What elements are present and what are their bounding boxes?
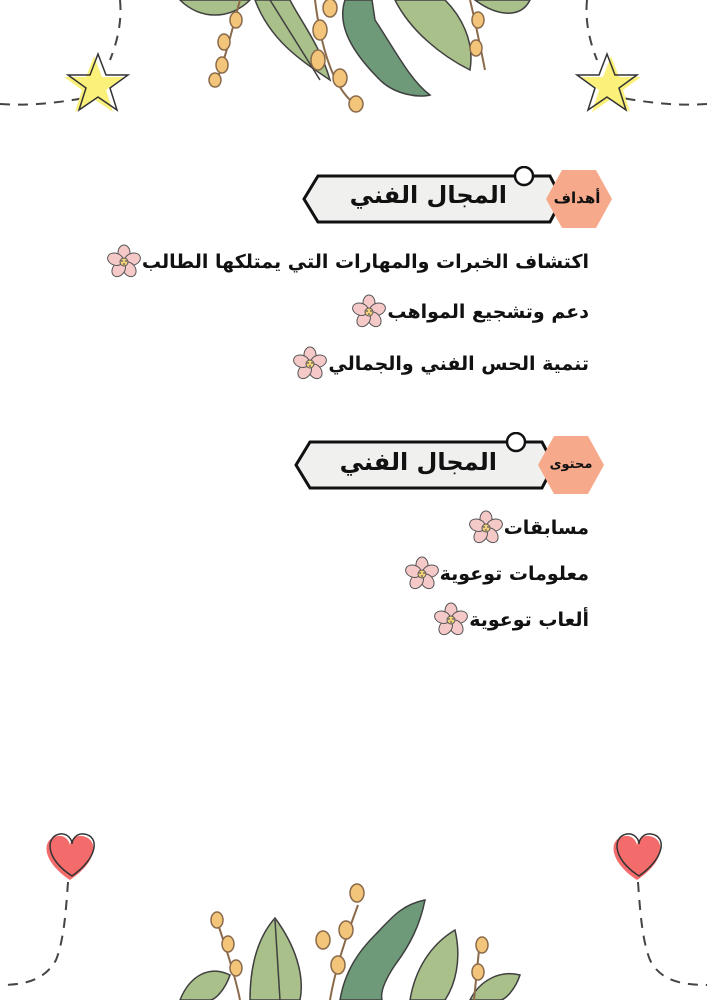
flower-icon xyxy=(106,244,142,280)
flower-icon xyxy=(468,510,504,546)
bottom-left-dashed-line xyxy=(0,882,68,985)
bottom-foliage xyxy=(180,884,520,1000)
heart-icon xyxy=(614,834,662,880)
list-item xyxy=(468,510,597,546)
flower-icon xyxy=(404,556,440,592)
list-item-text: معلومات توعوية xyxy=(439,563,589,585)
heart-icon xyxy=(47,834,95,880)
list-item xyxy=(292,346,597,382)
list-item xyxy=(404,556,597,592)
list-item xyxy=(351,294,597,330)
content-section xyxy=(0,400,707,660)
flower-icon xyxy=(433,602,469,638)
goals-section xyxy=(0,0,707,400)
content-title: المجال الفني xyxy=(339,448,497,476)
list-item-text: تنمية الحس الفني والجمالي xyxy=(328,353,589,375)
list-item-text: مسابقات xyxy=(503,517,589,539)
list-item xyxy=(433,602,597,638)
list-item-text: دعم وتشجيع المواهب xyxy=(387,301,589,323)
list-item-text: اكتشاف الخبرات والمهارات التي يمتلكها الطالب xyxy=(141,251,589,273)
flower-icon xyxy=(292,346,328,382)
bottom-right-dashed-line xyxy=(638,882,707,985)
list-item xyxy=(106,244,597,280)
goals-badge: أهداف xyxy=(553,189,601,207)
flower-icon xyxy=(351,294,387,330)
goals-title: المجال الفني xyxy=(349,181,507,209)
content-badge: محتوى xyxy=(549,457,593,472)
list-item-text: ألعاب توعوية xyxy=(469,609,589,631)
